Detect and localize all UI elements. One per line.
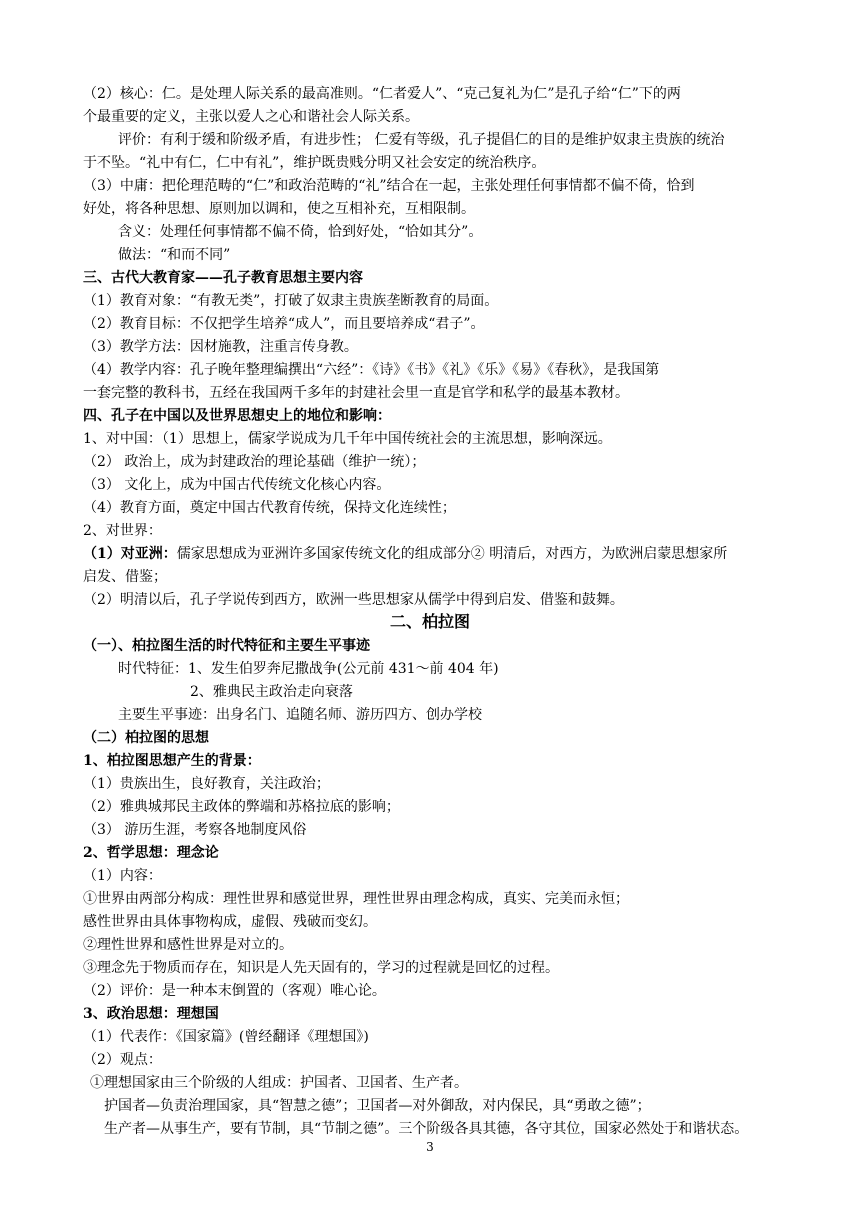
text-line: （2）教育目标：不仅把学生培养“成人”，而且要培养成“君子”。 (83, 316, 485, 332)
text-line: 启发、借鉴； (83, 569, 167, 585)
text-line: （4）教学内容：孔子晚年整理编撰出“六经”：《诗》《书》《礼》《乐》《易》《春秋》，是我国第 (83, 362, 660, 378)
subsection-heading: 3、政治思想：理想国 (83, 1006, 219, 1022)
text-line: 好处，将各种思想、原则加以调和，使之互相补充，互相限制。 (83, 201, 475, 217)
subsection-heading: 2、哲学思想：理念论 (83, 845, 219, 861)
text-line: 2、雅典民主政治走向衰落 (190, 684, 353, 700)
text-line: （3） 游历生涯，考察各地制度风俗 (83, 822, 307, 838)
text-line: （2）核心：仁。是处理人际关系的最高准则。“仁者爱人”、“克己复礼为仁”是孔子给“仁”下的两 (83, 86, 681, 102)
text-line: 时代特征：1、发生伯罗奔尼撒战争(公元前 431～前 404 年) (118, 661, 499, 677)
text-line (83, 544, 727, 564)
subsection-heading: 1、柏拉图思想产生的背景： (83, 753, 261, 769)
text-line: 生产者—从事生产，要有节制，具“节制之德”。三个阶级各具其德，各守其位，国家必然处于和谐状态。 (104, 1121, 749, 1137)
text-line: 1、对中国：（1）思想上，儒家学说成为几千年中国传统社会的主流思想，影响深远。 (83, 431, 612, 447)
text-line: ①理想国家由三个阶级的人组成：护国者、卫国者、生产者。 (90, 1075, 468, 1091)
text-line: （2）雅典城邦民主政体的弊端和苏格拉底的影响； (83, 799, 400, 815)
page-number: 3 (426, 1140, 434, 1154)
text-line: （2）观点： (83, 1052, 162, 1068)
text-line: 感性世界由具体事物构成，虚假、残破而变幻。 (83, 914, 377, 930)
text-line: （2）评价：是一种本末倒置的（客观）唯心论。 (83, 983, 386, 999)
text-run: 儒家思想成为亚洲许多国家传统文化的组成部分② 明清后，对西方，为欧洲启蒙思想家所 (176, 546, 728, 562)
text-line: （3）教学方法：因材施教，注重言传身教。 (83, 339, 358, 355)
section-heading: 三、古代大教育家——孔子教育思想主要内容 (83, 270, 363, 286)
text-line: 主要生平事迹：出身名门、追随名师、游历四方、创办学校 (118, 707, 482, 723)
text-line: （4）教育方面，奠定中国古代教育传统，保持文化连续性； (83, 500, 456, 516)
text-line: 护国者—负责治理国家，具“智慧之德”；卫国者—对外御敌，对内保民，具“勇敢之德”； (104, 1098, 651, 1114)
text-line: ①世界由两部分构成：理性世界和感觉世界，理性世界由理念构成，真实、完美而永恒； (83, 891, 629, 907)
text-line: 2、对世界： (83, 523, 162, 539)
text-line: （3） 文化上，成为中国古代传统文化核心内容。 (83, 477, 391, 493)
text-line: ②理性世界和感性世界是对立的。 (83, 937, 293, 953)
text-line: （1）代表作：《国家篇》(曾经翻译《理想国》) (83, 1029, 369, 1045)
section-title: 二、柏拉图 (389, 612, 470, 631)
text-line: （1）内容： (83, 868, 162, 884)
section-heading: 四、孔子在中国以及世界思想史上的地位和影响： (83, 408, 391, 424)
text-line: （1）贵族出生，良好教育，关注政治； (83, 776, 330, 792)
bold-label: （1）对亚洲： (83, 546, 177, 562)
subsection-heading: （二）柏拉图的思想 (83, 730, 209, 746)
text-line: （2）明清以后，孔子学说传到西方，欧洲一些思想家从儒学中得到启发、借鉴和鼓舞。 (83, 592, 624, 608)
text-line: ③理念先于物质而存在，知识是人先天固有的，学习的过程就是回忆的过程。 (83, 960, 559, 976)
text-line: （3）中庸：把伦理范畴的“仁”和政治范畴的“礼”结合在一起，主张处理任何事情都不偏不倚，恰到 (83, 178, 695, 194)
text-line: 含义：处理任何事情都不偏不倚，恰到好处，“恰如其分”。 (118, 224, 483, 240)
text-line: 个最重要的定义，主张以爱人之心和谐社会人际关系。 (83, 109, 419, 125)
text-line: 一套完整的教科书，五经在我国两千多年的封建社会里一直是官学和私学的最基本教材。 (83, 385, 629, 401)
text-line: 于不坠。“礼中有仁，仁中有礼”，维护既贵贱分明又社会安定的统治秩序。 (83, 155, 546, 171)
text-line: （2） 政治上，成为封建政治的理论基础（维护一统）； (83, 454, 426, 470)
text-line: 做法：“和而不同” (118, 247, 231, 263)
text-line: （1）教育对象：“有教无类”，打破了奴隶主贵族垄断教育的局面。 (83, 293, 499, 309)
text-line: 评价：有利于缓和阶级矛盾，有进步性； 仁爱有等级，孔子提倡仁的目的是维护奴隶主贵族的统治 (118, 132, 725, 148)
subsection-heading: （一）、柏拉图生活的时代特征和主要生平事迹 (83, 638, 370, 654)
